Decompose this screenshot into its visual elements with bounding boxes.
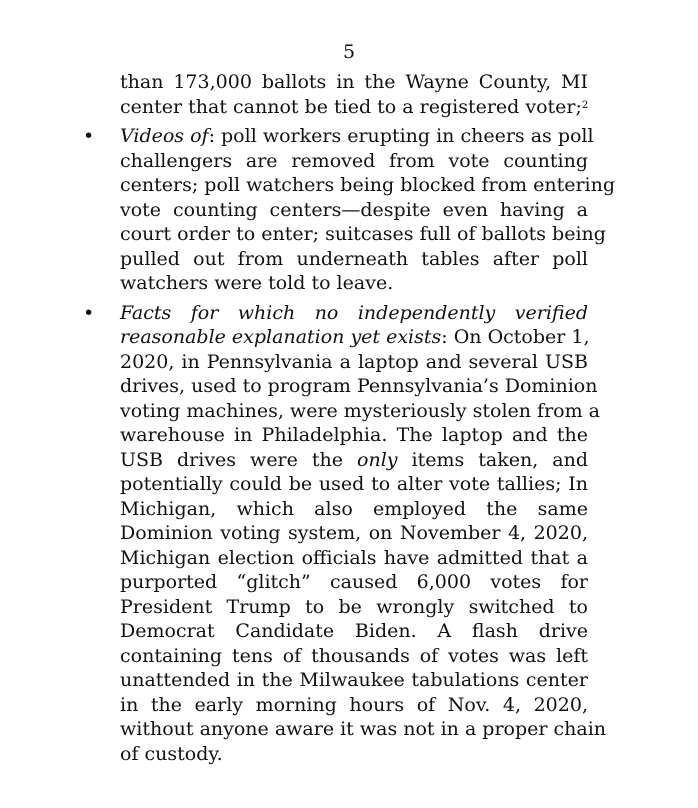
text-line: Michigan, which also employed the same: [120, 497, 588, 520]
italic-text: Videos of: [120, 125, 209, 147]
text-line: Democrat Candidate Biden. A flash drive: [120, 620, 588, 642]
text-line: of custody.: [120, 742, 223, 765]
bullet-paragraph: [83, 124, 616, 296]
text-line: Videos of: poll workers erupting in cheers as poll: [120, 125, 594, 147]
text-line: warehouse in Philadelphia. The laptop and the: [120, 424, 588, 446]
bullet-paragraph: [83, 301, 607, 767]
text-line: vote counting centers—despite even having a: [120, 198, 588, 221]
text-line: USB drives were the only items taken, and: [120, 448, 588, 471]
text-line: challengers are removed from vote counting: [120, 149, 588, 172]
text-line: watchers were told to leave.: [120, 272, 394, 294]
text-line: voting machines, were mysteriously stolen from a: [120, 399, 600, 422]
text-line: drives, used to program Pennsylvania’s Dominion: [120, 375, 598, 397]
text-line: Michigan election officials have admitted that a: [120, 546, 588, 569]
text-line: unattended in the Milwaukee tabulations center: [120, 669, 588, 691]
text-line: reasonable explanation yet exists: On October 1,: [120, 326, 590, 348]
text-line: without anyone aware it was not in a proper chain: [120, 718, 607, 740]
text-line: 2020, in Pennsylvania a laptop and several USB: [120, 350, 588, 373]
text-line: Dominion voting system, on November 4, 2020,: [120, 522, 588, 544]
text-line: [120, 301, 588, 326]
text-line: court order to enter; suitcases full of ballots being: [120, 223, 606, 245]
text-line: containing tens of thousands of votes was left: [120, 644, 588, 667]
text-line: in the early morning hours of Nov. 4, 2020,: [120, 693, 588, 716]
text-line: centers; poll watchers being blocked from entering: [120, 174, 616, 196]
bullet-icon: •: [83, 125, 95, 147]
text-line: potentially could be used to alter vote tallies; In: [120, 473, 588, 495]
text-line: pulled out from underneath tables after poll: [120, 247, 588, 270]
page-number: 5: [342, 41, 356, 63]
text-line: purported “glitch” caused 6,000 votes for: [120, 571, 588, 593]
bullet-icon: •: [83, 301, 95, 324]
text-line: center that cannot be tied to a registered voter;$^2$: [120, 95, 589, 118]
italic-text: Facts for which no independently verified: [120, 301, 588, 324]
text-line: than 173,000 ballots in the Wayne County, MI: [120, 71, 588, 93]
continued-paragraph: [120, 70, 588, 119]
italic-text: reasonable explanation yet exists: [120, 326, 442, 348]
document-body: [83, 70, 616, 766]
italic-text: only: [357, 448, 398, 471]
text-line: President Trump to be wrongly switched to: [120, 595, 588, 618]
footnote-marker: 2: [581, 99, 589, 111]
